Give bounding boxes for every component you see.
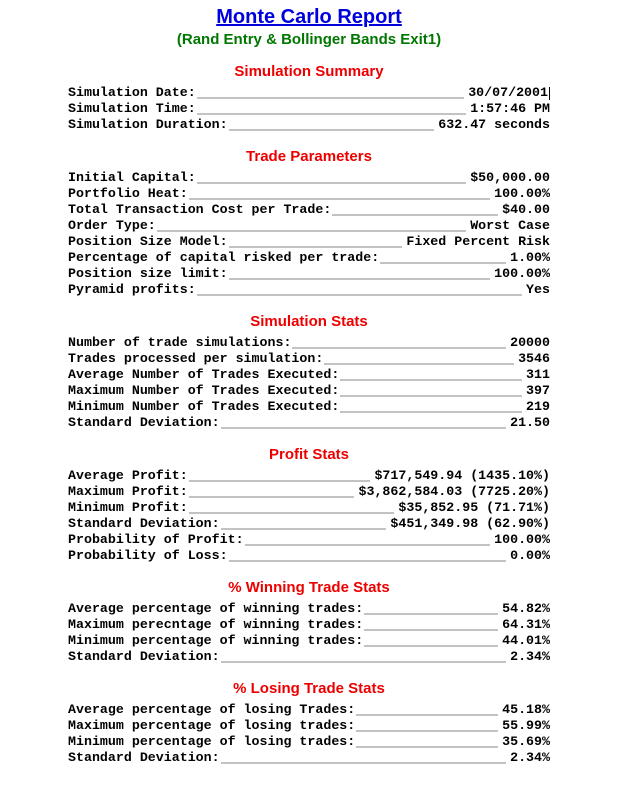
report-row	[68, 734, 550, 750]
rule-line	[197, 294, 522, 296]
report-row	[68, 170, 550, 186]
rule-line	[340, 411, 522, 413]
rule-line	[197, 97, 465, 99]
row-label: Position Size Model:	[68, 234, 228, 249]
section-heading: % Losing Trade Stats	[233, 680, 385, 697]
row-value: $35,852.95 (71.71%)	[398, 500, 550, 515]
report-row	[68, 218, 550, 234]
row-label: Maximum perecntage of winning trades:	[68, 617, 364, 632]
rule-line	[356, 730, 498, 732]
report-row	[68, 383, 550, 399]
row-value: 44.01%	[502, 633, 550, 648]
row-value: 64.31%	[502, 617, 550, 632]
report-row	[68, 601, 550, 617]
row-label: Simulation Date:	[68, 85, 196, 100]
row-label: Maximum percentage of losing trades:	[68, 718, 356, 733]
row-label: Total Transaction Cost per Trade:	[68, 202, 332, 217]
report-row	[68, 186, 550, 202]
rule-line	[197, 182, 467, 184]
row-value: 1:57:46 PM	[470, 101, 550, 116]
row-value: 55.99%	[502, 718, 550, 733]
report-row	[68, 266, 550, 282]
row-value: Yes	[526, 282, 550, 297]
rule-line	[229, 246, 403, 248]
row-value: $40.00	[502, 202, 550, 217]
row-value: $451,349.98 (62.90%)	[390, 516, 550, 531]
row-value: 2.34%	[510, 750, 550, 765]
report-row	[68, 548, 550, 564]
row-value: 3546	[518, 351, 550, 366]
report-title: Monte Carlo Report	[216, 6, 402, 28]
report-row	[68, 500, 550, 516]
row-label: Probability of Loss:	[68, 548, 228, 563]
row-value: 100.00%	[494, 186, 550, 201]
row-label: Minimum percentage of losing trades:	[68, 734, 356, 749]
rule-line	[356, 746, 498, 748]
row-value: 35.69%	[502, 734, 550, 749]
row-label: Percentage of capital risked per trade:	[68, 250, 380, 265]
report-row	[68, 367, 550, 383]
section-profit-stats	[68, 447, 550, 564]
row-label: Trades processed per simulation:	[68, 351, 324, 366]
row-label: Position size limit:	[68, 266, 228, 281]
row-label: Initial Capital:	[68, 170, 196, 185]
row-value: 311	[526, 367, 550, 382]
section-heading: Simulation Stats	[250, 313, 368, 330]
row-label: Simulation Duration:	[68, 117, 228, 132]
report-row	[68, 617, 550, 633]
rule-line	[157, 230, 466, 232]
report-row	[68, 282, 550, 298]
row-value: 632.47 seconds	[438, 117, 550, 132]
row-label: Minimum percentage of winning trades:	[68, 633, 364, 648]
section-losing-trade-stats	[68, 681, 550, 766]
row-label: Average Profit:	[68, 468, 188, 483]
section-heading: % Winning Trade Stats	[228, 579, 390, 596]
section-trade-parameters	[68, 149, 550, 298]
report-row	[68, 234, 550, 250]
row-value: 2.34%	[510, 649, 550, 664]
rule-line	[189, 512, 395, 514]
row-value: 30/07/2001	[468, 85, 548, 100]
text-cursor	[549, 87, 550, 100]
report-row	[68, 351, 550, 367]
row-value: 397	[526, 383, 550, 398]
report-row	[68, 202, 550, 218]
row-value: $50,000.00	[470, 170, 550, 185]
row-value: 100.00%	[494, 532, 550, 547]
row-value: 20000	[510, 335, 550, 350]
rule-line	[380, 262, 506, 264]
report-row	[68, 335, 550, 351]
rule-line	[364, 613, 498, 615]
row-value: 100.00%	[494, 266, 550, 281]
section-heading: Trade Parameters	[246, 148, 372, 165]
row-value: $717,549.94 (1435.10%)	[374, 468, 550, 483]
section-simulation-summary	[68, 64, 550, 133]
row-label: Average percentage of losing Trades:	[68, 702, 356, 717]
rule-line	[189, 198, 490, 200]
section-heading: Profit Stats	[268, 446, 349, 463]
rule-line	[364, 645, 498, 647]
section-winning-trade-stats	[68, 580, 550, 665]
report-row	[68, 85, 550, 101]
report-row	[68, 415, 550, 431]
rule-line	[197, 113, 467, 115]
rule-line	[332, 214, 498, 216]
rule-line	[340, 395, 522, 397]
report-row	[68, 649, 550, 665]
row-value: 219	[526, 399, 550, 414]
rule-line	[356, 714, 498, 716]
row-value: 45.18%	[502, 702, 550, 717]
section-heading: Simulation Summary	[234, 63, 384, 80]
report-subtitle: (Rand Entry & Bollinger Bands Exit1)	[176, 31, 442, 48]
row-label: Standard Deviation:	[68, 415, 220, 430]
report-row	[68, 399, 550, 415]
row-value: Fixed Percent Risk	[406, 234, 550, 249]
report-row	[68, 702, 550, 718]
row-label: Minimum Number of Trades Executed:	[68, 399, 340, 414]
report-row	[68, 532, 550, 548]
report-row	[68, 750, 550, 766]
row-value: Worst Case	[470, 218, 550, 233]
row-value: $3,862,584.03 (7725.20%)	[358, 484, 550, 499]
row-value: 21.50	[510, 415, 550, 430]
report-row	[68, 718, 550, 734]
section-simulation-stats	[68, 314, 550, 431]
rule-line	[364, 629, 498, 631]
rule-line	[221, 661, 506, 663]
rule-line	[221, 528, 387, 530]
report-row	[68, 484, 550, 500]
row-value: 54.82%	[502, 601, 550, 616]
rule-line	[324, 363, 514, 365]
row-label: Maximum Number of Trades Executed:	[68, 383, 340, 398]
row-label: Minimum Profit:	[68, 500, 188, 515]
report-row	[68, 250, 550, 266]
row-label: Average percentage of winning trades:	[68, 601, 364, 616]
row-value: 0.00%	[510, 548, 550, 563]
row-label: Average Number of Trades Executed:	[68, 367, 340, 382]
rule-line	[245, 544, 491, 546]
rule-line	[292, 347, 506, 349]
rule-line	[189, 496, 355, 498]
row-label: Order Type:	[68, 218, 156, 233]
row-label: Probability of Profit:	[68, 532, 244, 547]
report-row	[68, 117, 550, 133]
report-row	[68, 468, 550, 484]
row-label: Standard Deviation:	[68, 750, 220, 765]
report-row	[68, 101, 550, 117]
report-row	[68, 516, 550, 532]
report-row	[68, 633, 550, 649]
rule-line	[221, 427, 506, 429]
rule-line	[229, 278, 491, 280]
row-label: Standard Deviation:	[68, 649, 220, 664]
rule-line	[221, 762, 506, 764]
rule-line	[229, 560, 507, 562]
row-label: Portfolio Heat:	[68, 186, 188, 201]
row-label: Simulation Time:	[68, 101, 196, 116]
rule-line	[229, 129, 435, 131]
rule-line	[340, 379, 522, 381]
row-label: Standard Deviation:	[68, 516, 220, 531]
rule-line	[189, 480, 371, 482]
row-label: Number of trade simulations:	[68, 335, 292, 350]
row-value: 1.00%	[510, 250, 550, 265]
row-label: Maximum Profit:	[68, 484, 188, 499]
row-label: Pyramid profits:	[68, 282, 196, 297]
